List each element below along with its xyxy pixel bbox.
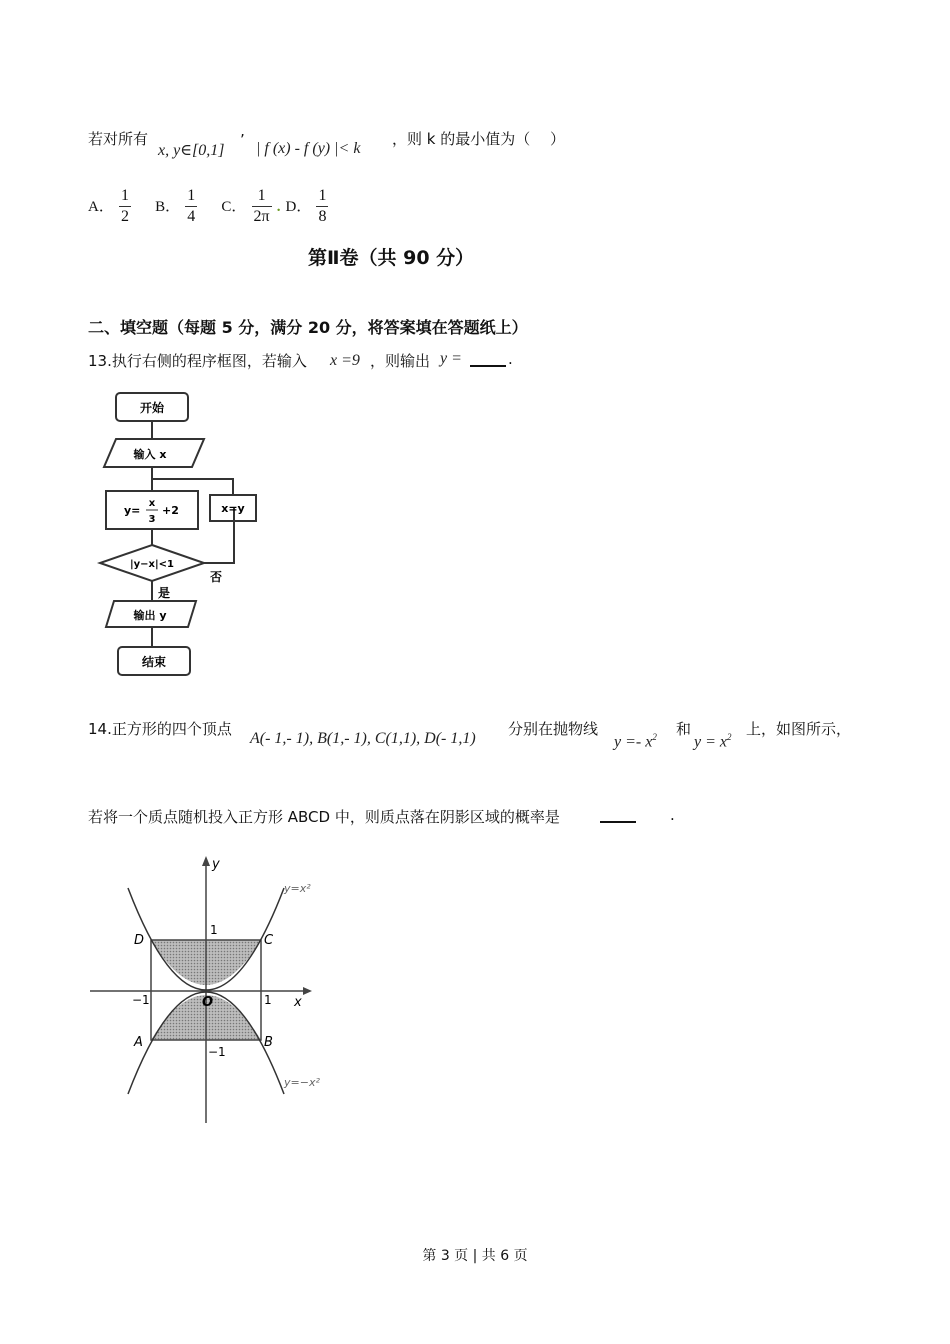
part-title: 第Ⅱ卷（共 90 分） (308, 247, 475, 269)
flowchart-process-label: y= (124, 504, 141, 517)
q13-output-expression: y = (440, 350, 462, 367)
q12-comma: ’ (240, 131, 245, 149)
curve-top-label: y=x² (284, 882, 311, 895)
q14-line-2-end: . (670, 806, 675, 824)
vertex-a-label: A (134, 1035, 143, 1050)
vertex-d-label: D (134, 933, 145, 948)
y-tick-neg-one: −1 (208, 1045, 226, 1059)
q14-prefix: 14.正方形的四个顶点 (88, 720, 232, 738)
curve-bottom-label: y=−x² (284, 1076, 320, 1089)
flowchart-process-denominator: 3 (148, 514, 156, 525)
q13-middle: ，则输出 (370, 352, 431, 370)
option-c-label: C． (221, 199, 247, 215)
q12-condition-2: | f (x) - f (y) |< k (256, 140, 361, 157)
q14-points: A(- 1,- 1), B(1,- 1), C(1,1), D(- 1,1) (250, 730, 476, 747)
flowchart-input-label: 输入 x (133, 448, 167, 461)
page-footer: 第 3 页 | 共 6 页 (422, 1248, 528, 1264)
flowchart-end-label: 结束 (141, 655, 167, 669)
q12-prefix: 若对所有 (88, 130, 149, 148)
flowchart-no-label: 否 (210, 570, 223, 584)
q14-curve-1: $y =- x^2$ (614, 732, 657, 751)
option-d-label: D． (285, 199, 312, 215)
x-tick-one: 1 (264, 993, 272, 1007)
q12-options (88, 186, 328, 227)
parabola-graph (88, 848, 348, 1128)
x-axis-label: x (294, 995, 302, 1010)
flowchart-assign-label: x=y (221, 502, 245, 515)
vertex-b-label: B (264, 1035, 273, 1050)
flowchart-process-tail: +2 (162, 504, 179, 517)
option-separator: . (276, 199, 281, 215)
option-b-fraction: $\frac{1}{4}$ (187, 187, 196, 225)
flowchart-process-numerator: x (148, 498, 156, 509)
x-tick-neg-one: −1 (132, 993, 150, 1007)
q14-tail: 上，如图所示， (746, 720, 852, 738)
q14-and: 和 (676, 720, 692, 738)
q13-end: . (508, 350, 513, 368)
y-tick-one: 1 (210, 923, 218, 937)
flowchart (92, 385, 322, 685)
option-c-fraction: $\frac{1}{2\pi}$ (253, 187, 270, 225)
q13-input-expression: x =9 (330, 352, 360, 369)
option-a-fraction: $\frac{1}{2}$ (120, 187, 129, 225)
q14-middle: 分别在抛物线 (508, 720, 599, 738)
q14-curve-2: $y = x^2$ (694, 732, 732, 751)
q12-suffix: ，则 k 的最小值为（ ） (392, 130, 565, 148)
q12-condition-1: x, y∈[0,1] (158, 142, 225, 159)
option-a-label: A． (88, 199, 114, 215)
flowchart-decision-label: |y−x|<1 (130, 559, 174, 570)
q13-prefix: 13.执行右侧的程序框图，若输入 (88, 352, 307, 370)
flowchart-start-label: 开始 (139, 401, 165, 415)
q14-answer-blank (600, 806, 636, 823)
flowchart-yes-label: 是 (158, 586, 171, 600)
vertex-c-label: C (264, 933, 274, 948)
section-title: 二、填空题（每题 5 分，满分 20 分，将答案填在答题纸上） (88, 318, 528, 337)
y-axis-label: y (212, 857, 220, 872)
option-d-fraction: $\frac{1}{8}$ (318, 187, 327, 225)
q14-line-2: 若将一个质点随机投入正方形 ABCD 中，则质点落在阴影区域的概率是 (88, 808, 560, 826)
option-b-label: B． (155, 199, 181, 215)
flowchart-output-label: 输出 y (133, 609, 167, 622)
origin-label: O (202, 995, 214, 1010)
q13-answer-blank (470, 350, 506, 367)
